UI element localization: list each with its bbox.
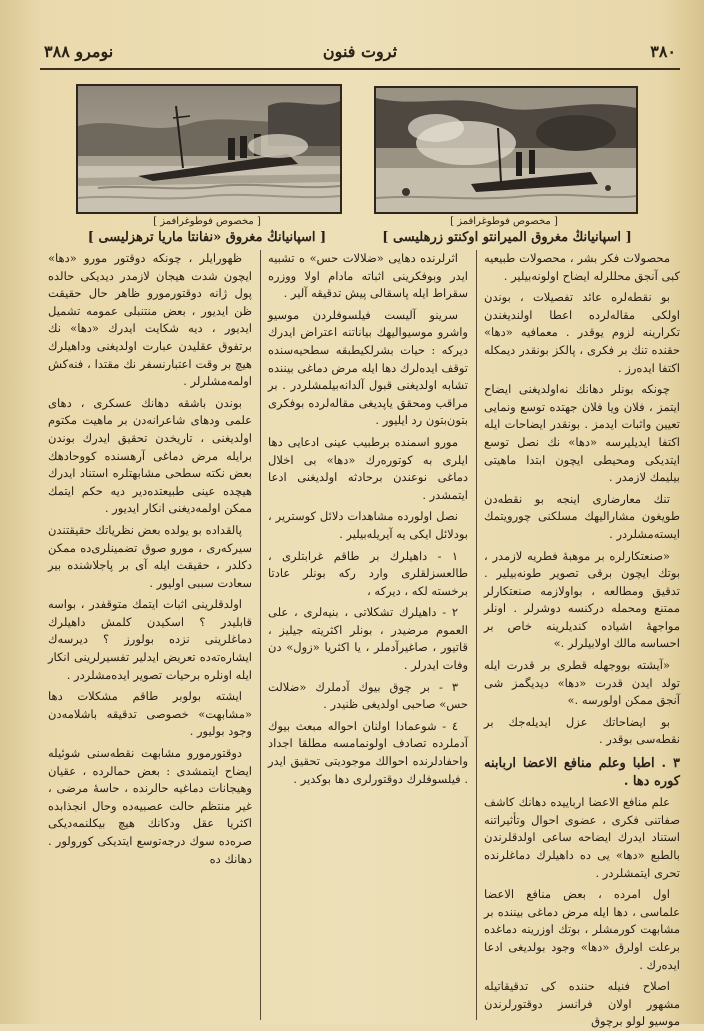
paragraph: اول امرده ، بعض منافع الاعضا علماسی ، دها ایله مرض دماغی بیننده بر مشابهت كورمشلر ، بوتك اوزرینه دماغده برعلت اولرق «دها» وجود بولدیغی ادعا ایده‌رك . [484, 887, 680, 972]
paragraph: بو ایضاحاتك عزل ایدیله‌جك بر نقطه‌سی بوقدر . [484, 714, 680, 747]
paragraph: ایشته بولوبر طاقم مشكلات دها «مشابهت» خصوصی تدقیقه باشلامه‌دن وجود بولیور . [48, 689, 252, 739]
photo-right-sinking-ship [374, 86, 638, 214]
paragraph: بو نقطه‌لره عائد تفصیلات ، بوندن اولكی مقاله‌لرده اعطا اولندیغندن تكرارینه لزوم یوقدر . معمافیه «دها» حقنده تنك بر فكری ، پالكز بونقدر دیمكله اکتفا ایده‌رز . [484, 290, 680, 375]
paragraph: محصولات فكر بشر ، محصولات طبیعیه كبی آنجق محللرله ایضاح اولونه‌بیلیر . [484, 251, 680, 283]
photo-left-sinking-ship [76, 84, 342, 214]
photo-left-caption: [ اسپانیانڭ مغروق «نفانتا ماریا ترهزلیسی ] [87, 230, 327, 245]
paragraph: پالقداده بو یولده بعض نظریاتك حقیقتندن سیرکه‌ری ، مورو صوق تضمینلری‌ده ممكن دكلدر ، حقیقت ایله آی بر پاجلاشنده بیر سعادت سببی اولیور . [48, 522, 252, 590]
paragraph: «صنعتكارلره بر موهبهٔ فطریه لازمدر ، بوتك ایچون برقی تصویر طونه‌بیلیر . تدقیق ومطالعه ، بواولازمه صنعتكارلر ممتنع ومحمله دركنسه دوشرلر . اونلر مواجههٔ اشیاده كندیلرینه خاص بر احساسه مالك اولابیلرلر .» [484, 548, 680, 651]
paragraph: ٣ - بر چوق بیوك آدملرك «ضلالت حس» صاحبی اولدیغی ظنیدر . [268, 679, 468, 712]
paragraph: مورو اسمنده برطبیب عینی ادعایی دها ایلری به كوتوره‌رك «دها» بی اخلال دماغی نوعندن برحادثه اولدیغنی ادعا ایتمشدر . [268, 434, 468, 502]
paragraph: «آیشته بووجهله قطری بر قدرت ایله تولد ایدن قدرت «دها» دیدیگمز شی آنجق ممكن اولورسه .» [484, 658, 680, 708]
header-rule [40, 68, 680, 70]
paragraph: ٢ - داهیلرك تشكلاتی ، بنیه‌لری ، علی العموم مرضیدر ، بونلر اكثریته جیلیز ، قاتیور ، صاغیرآدملر ، یا اكثریا «زول» دن وفات ایدرلر . [268, 605, 468, 673]
column-divider-right [476, 250, 477, 1020]
paragraph: بوندن باشقه دهانك عسكری ، دهای علمی ودهای شاعرانه‌دن بر ماهیت مكتوم اولدیغنی ، تاریخدن تحقیق ایدرك بوندن برایله مرض دماغی آرهسنده كووحادهك بعض نكته سطحی مشابهتلره استناد ایدرك هیچده عینی طبیعتده‌دیر دیه حكم ایتمك ممكن اولمه‌دیغنی انكار ایدیور . [48, 395, 252, 516]
paragraph: علم منافع الاعضا ارباییده دهانك كاشف صفاتنی فكری ، عضوی احوال وتأثیراتنه استناد ایدرك ایضاحه ساعی اولدقلرندن بالطبع «دها» یی ده داهیلرك دماغلرنده تحری ایتمشلردر . [484, 795, 680, 880]
paragraph: سرینو آلیست فیلسوفلردن موسیو واشرو موسیوالیهك بیاناتنه اعتراض ایدرك دیركه : حیات بشرلكیطبقه سطحیه‌سنده توقف ایده‌لرك دها ایله مرض دماغی بیننده تشابه اولدیغنی قبول آلدانه‌بیلمشلردر . بر مراقب ومحقق یاپدیغی مقاله‌لرده بوفكری بتون‌بتون رد ایلیور . [268, 307, 468, 428]
photo-right-caption: [ اسپانیانڭ مغروق الميرانتو اوكنتو زرهلیسی ] [382, 230, 632, 245]
journal-title: ثروت فنون [322, 42, 398, 61]
paragraph: نصل اولورده مشاهدات دلائل كوستریر ، بودلائل ایكی یه آیریله‌بیلیر . [268, 509, 468, 541]
paragraph: ظهورایلر ، چونكه دوقتور مورو «دها» ایچون شدت هیجان لازمدر دیدیكی حالده پول ژانه دوقتورمورو ظاهر حال حقیقت ظن ایدیور ، بعض منتنبلی عمومه تشمیل ایدیور ، دیه شكایت ایدرك «دها» نك برتفوق عقلیدن عبارت اولدیغنی وداهیلرك هیچ بر وقت اعتبارنسفر نك مقتدا ، فنه‌كش اولمه‌مشلرلر . [48, 251, 252, 389]
page-header [40, 38, 680, 66]
page-number: ٣٨٠ [650, 42, 676, 61]
paragraph: تنك معارضاری اینجه بو نقطه‌دن طویغون مشارالیهك مسلكنی چورویتمك ایسته‌مشلردر . [484, 491, 680, 541]
paragraph: دوقتورمورو مشابهت نقطه‌سنی شوئیله ایضاح ایتمشدی : بعض حمالرده ، عقیان وهیجانات دماغیه حالرنده ، حاسهٔ مرضی ، غیر منتظم حالت عصبیه‌ده وحال انجذابده اكثریا عقل ودكانك هیچ بیكلنمه‌دیكی صره‌ده سوك درجه‌توسع ایتدیكی كورولور . دهانك ده [48, 746, 252, 866]
issue-number: نومرو ٣٨٨ [44, 42, 114, 61]
section-heading: ٣ . اطبا وعلم منافع الاعضا اربابنه كوره دها . [484, 756, 680, 789]
column-left [48, 250, 252, 1010]
paragraph: اصلاح فنیله حننده كی تدقیقاتیله مشهور اولان فرانسز دوقتورلرندن موسیو لولو برچوق [484, 979, 680, 1029]
paragraph: چونكه بونلر دهانك نه‌اولدیغنی ایضاح ایتمز ، فلان ویا فلان جهتده توسع ونمایی تعیین واثبات ایدمز . بونقدر ایضاحات ایله اكتفا ایدیلیرسه «دها» نك نصل توسع ایتدیكی ومحیطی ایچون ابتدا ماهیتی بیلیمك لازمدر . [484, 382, 680, 485]
photo-left-credit: [ مخصوص فوطوغرافمز ] [153, 216, 261, 227]
paragraph: ١ - داهیلرك بر طاقم غرابتلری ، طالعسزلقلری وارد ركه بونلر عادتا برخسته لكه ، دیركه ، [268, 548, 468, 598]
column-divider-left [260, 250, 261, 1020]
paragraph: ٤ - شوعمادا اولنان احواله مبعث بیوك آدملرده تصادف اولونمامسه مطلقا اجداد واحفادلرنده احوالك موجودیتی تحقیق ایدر . فیلسوفلرك دوقتورلری دها بوكدیر . [268, 718, 468, 786]
column-middle [268, 250, 468, 1010]
column-right [484, 250, 680, 1029]
paragraph: اولدقلرینی اثبات ایتمك متوقفدر ، بواسه قابلیدر ؟ اسكیدن كلمش داهیلرك دماغلرینی نزده بولورز ؟ دیرسه‌ك ایشاره‌ته‌ده تعریض ایدلیر تفسیرلرینی انكار ایله اونلره برحیات تصویر ایده‌مشلردر . [48, 597, 252, 682]
paragraph: اثرلرنده دهایی «ضلالات حس» ه تشبیه ایدر وبوفكرینی اثباته مادام اولا ووزره سقراط ایله پاسقالی پیش تدقیقه آلیر . [268, 251, 468, 301]
photo-right-credit: [ مخصوص فوطوغرافمز ] [450, 216, 558, 227]
